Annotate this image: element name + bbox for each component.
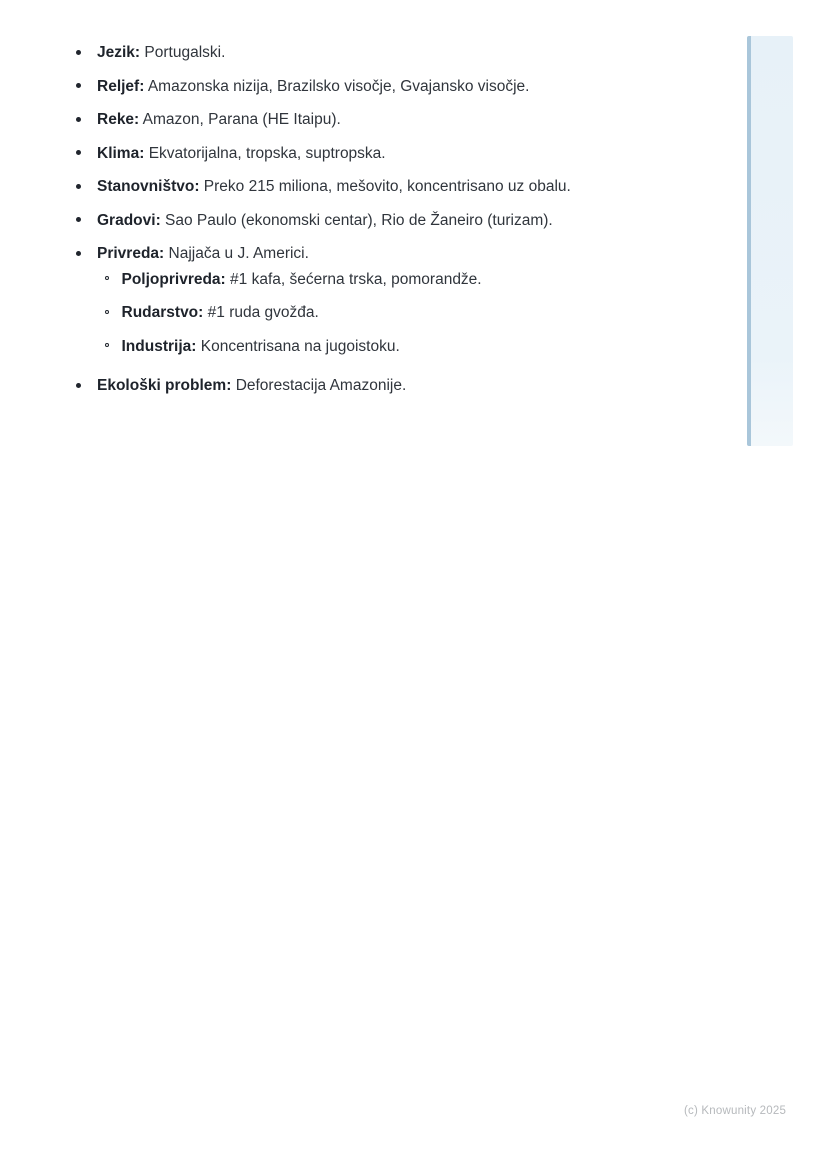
item-label: Industrija: xyxy=(121,337,197,355)
list-item-ekoloski-problem xyxy=(97,375,757,409)
sublist-item-industrija xyxy=(122,336,758,370)
item-label: Jezik: xyxy=(97,44,141,61)
list-item-privreda xyxy=(97,243,757,375)
list-item-gradovi xyxy=(97,210,757,244)
bullet-disc-icon xyxy=(76,251,81,256)
privreda-sublist xyxy=(97,269,757,370)
item-label: Rudarstvo: xyxy=(121,304,204,321)
item-text: Deforestacija Amazonije. xyxy=(235,377,407,394)
bullet-circle-icon xyxy=(105,343,109,347)
item-text: Ekvatorijalna, tropska, suptropska. xyxy=(148,144,386,162)
bullet-circle-icon xyxy=(105,310,109,314)
bullet-disc-icon xyxy=(76,383,81,388)
item-label: Privreda: xyxy=(97,245,165,262)
sublist-item-poljoprivreda xyxy=(122,269,758,303)
bullet-disc-icon xyxy=(76,117,81,122)
item-text: Amazonska nizija, Brazilsko visočje, Gvajansko visočje. xyxy=(147,77,530,95)
bullet-disc-icon xyxy=(76,83,81,88)
bullet-circle-icon xyxy=(105,276,109,280)
list-item-klima xyxy=(97,143,757,177)
item-label: Reke: xyxy=(97,111,140,128)
item-text: #1 kafa, šećerna trska, pomorandže. xyxy=(230,270,482,288)
item-label: Ekološki problem: xyxy=(97,377,232,394)
list-item-jezik xyxy=(97,42,757,76)
item-label: Stanovništvo: xyxy=(97,178,200,195)
bullet-disc-icon xyxy=(76,217,81,222)
bullet-disc-icon xyxy=(76,50,81,55)
bullet-disc-icon xyxy=(76,184,81,189)
list-item-reljef xyxy=(97,76,757,110)
sublist-item-rudarstvo xyxy=(122,302,758,336)
item-label: Reljef: xyxy=(97,77,145,95)
list-item-stanovnistvo xyxy=(97,176,757,210)
item-label: Gradovi: xyxy=(97,211,161,229)
list-item-reke xyxy=(97,109,757,143)
item-text: Najjača u J. Americi. xyxy=(168,245,309,262)
notes-list xyxy=(97,42,757,409)
item-text: Preko 215 miliona, mešovito, koncentrisano uz obalu. xyxy=(203,178,571,195)
item-text: Sao Paulo (ekonomski centar), Rio de Žaneiro (turizam). xyxy=(165,211,553,229)
item-label: Klima: xyxy=(97,144,145,162)
item-text: #1 ruda gvožđa. xyxy=(207,304,319,321)
bullet-disc-icon xyxy=(76,150,81,155)
item-text: Koncentrisana na jugoistoku. xyxy=(200,337,400,355)
item-text: Amazon, Parana (HE Itaipu). xyxy=(142,111,341,128)
item-text: Portugalski. xyxy=(144,44,226,61)
item-label: Poljoprivreda: xyxy=(121,270,226,288)
copyright-footer: (c) Knowunity 2025 xyxy=(684,1105,787,1117)
